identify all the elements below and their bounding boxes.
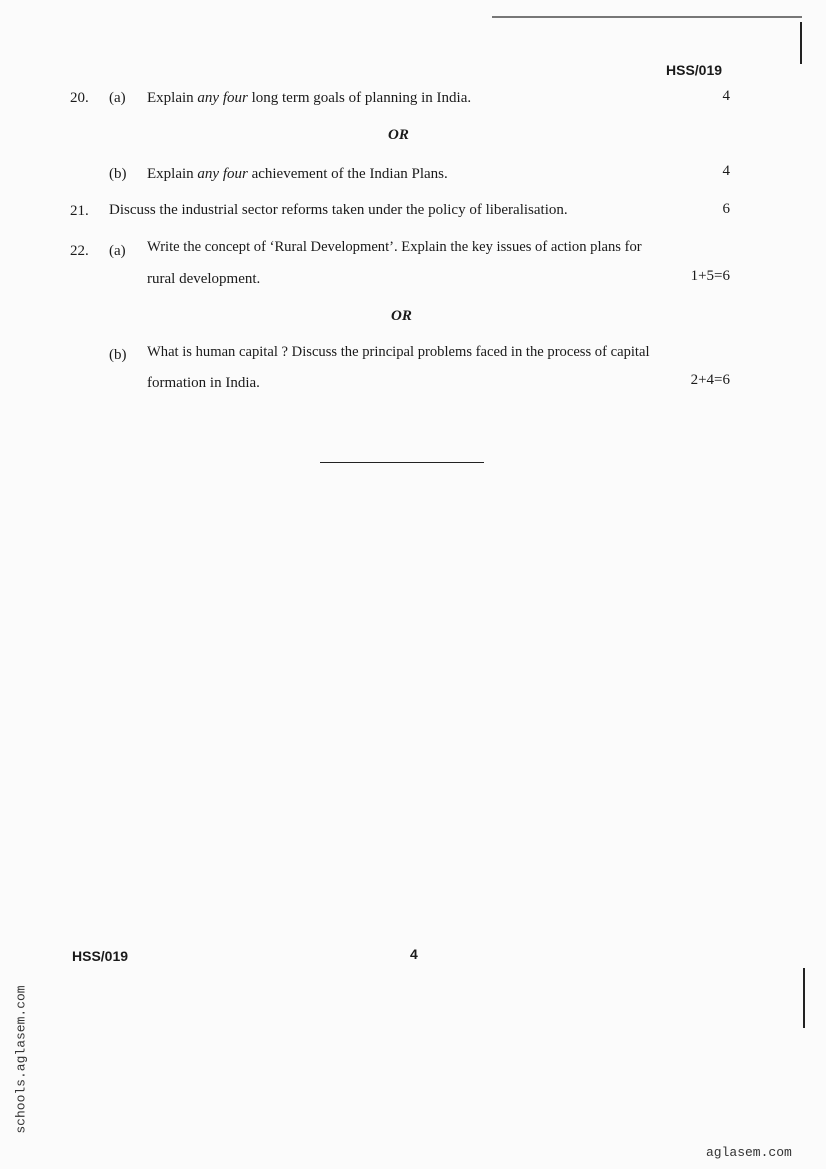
question-22-number: 22. [70,243,89,259]
question-22b-line1: What is human capital ? Discuss the principal problems faced in the process of capital [147,344,650,360]
question-20b-text [147,166,448,183]
bottom-watermark: aglasem.com [706,1145,792,1160]
question-21-text: Discuss the industrial sector reforms taken under the policy of liberalisation. [109,202,568,218]
question-20b-emphasis: any four [197,166,248,182]
scan-artifact-right-top [800,22,802,64]
question-20a-text [147,90,471,107]
footer-paper-code: HSS/019 [72,948,129,964]
side-watermark: schools.aglasem.com [13,985,29,1134]
end-rule [320,462,484,463]
question-20a-label: (a) [109,90,126,106]
scan-artifact-right-bottom [803,968,805,1028]
question-20-number: 20. [70,90,89,106]
question-22b-marks: 2+4=6 [690,372,730,388]
question-20b-label: (b) [109,166,127,182]
question-22-or: OR [391,308,412,324]
question-22a-label: (a) [109,243,126,259]
question-20-or: OR [388,127,409,143]
question-20a-marks: 4 [722,88,730,104]
question-20b-text-pre: Explain [147,166,198,182]
question-20a-emphasis: any four [197,90,248,106]
scan-artifact-top [492,16,802,18]
footer-page-number: 4 [410,946,418,962]
question-22a-line2: rural development. [147,271,261,287]
question-22a-line1: Write the concept of ‘Rural Development’. Explain the key issues of action plans for [147,239,642,255]
question-21-marks: 6 [722,201,730,217]
question-20a-text-pre: Explain [147,90,198,106]
question-20a-text-post: long term goals of planning in India. [247,90,472,106]
question-22b-line2: formation in India. [147,375,260,391]
question-20b-text-post: achievement of the Indian Plans. [247,166,448,182]
question-21-number: 21. [70,203,89,219]
question-22b-label: (b) [109,347,127,363]
question-22a-marks: 1+5=6 [690,268,730,284]
question-20b-marks: 4 [722,163,730,179]
header-paper-code: HSS/019 [666,62,723,78]
